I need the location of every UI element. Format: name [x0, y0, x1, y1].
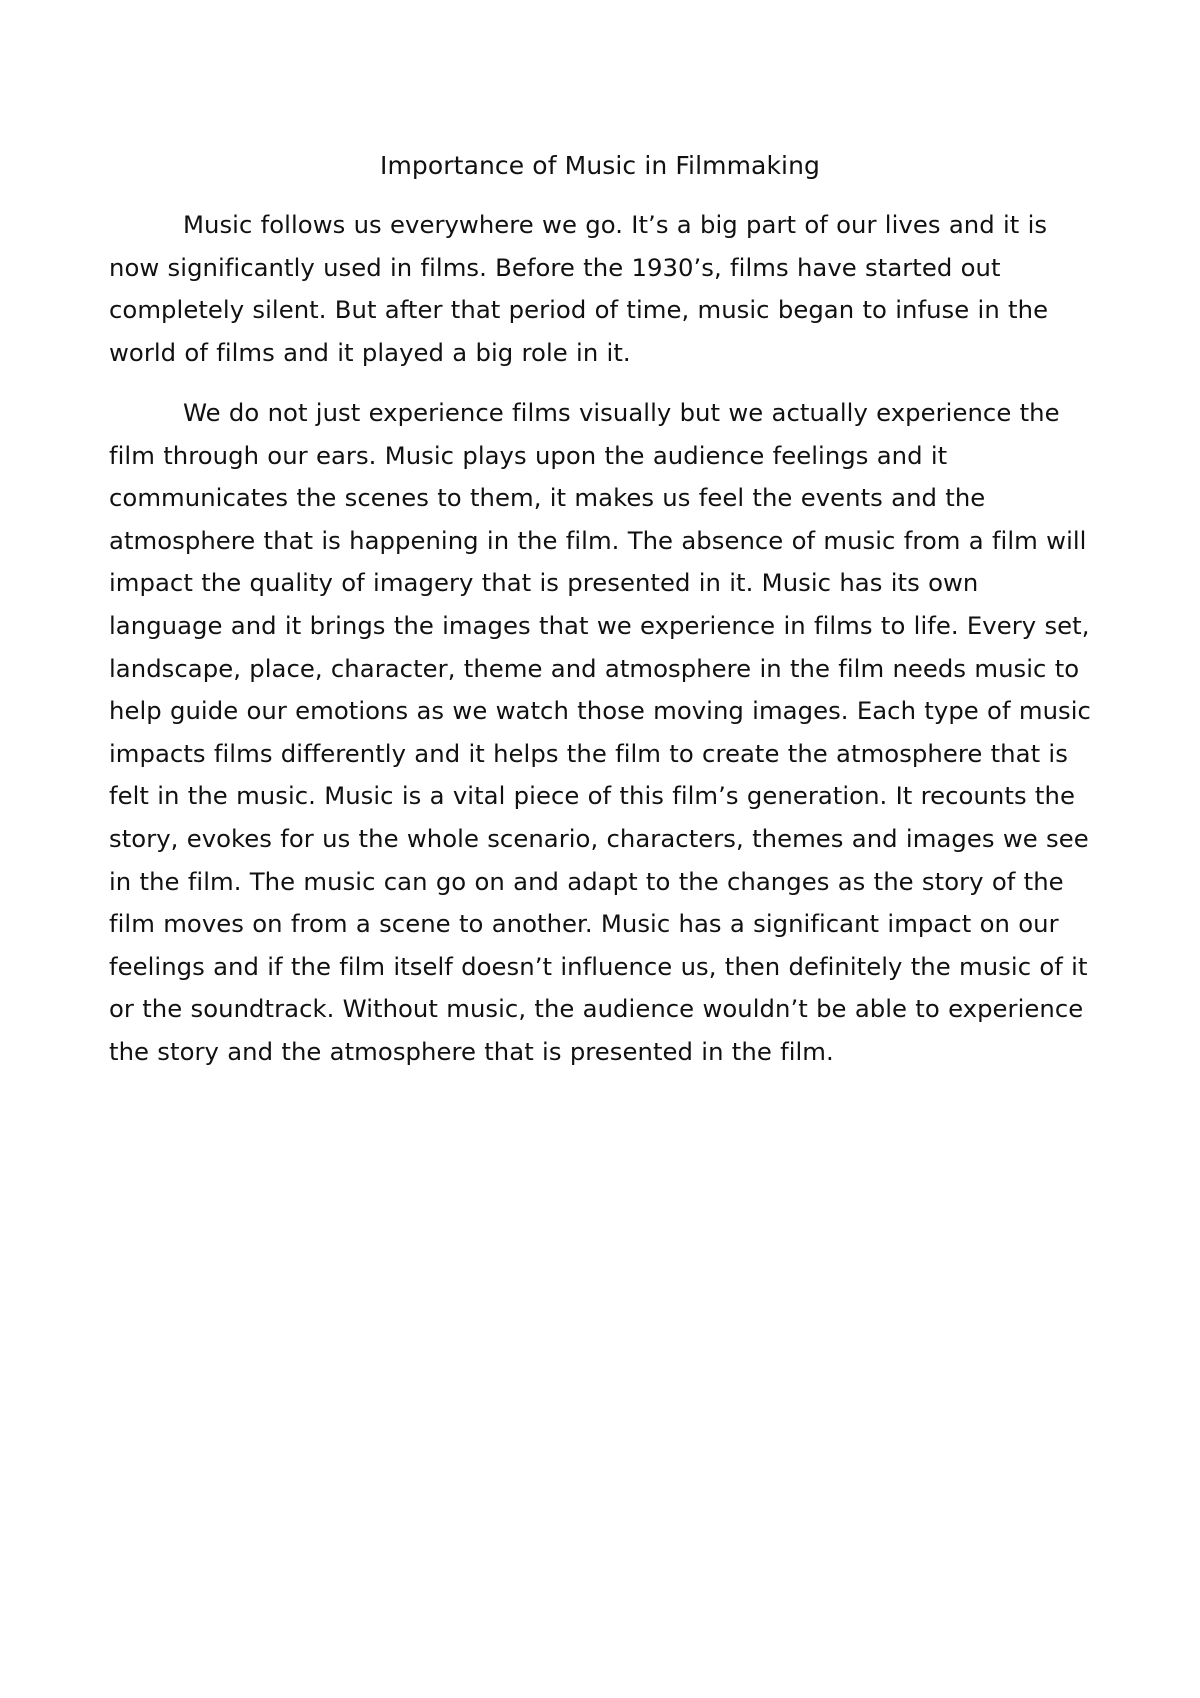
body-paragraph-2: We do not just experience films visually but we actually experience the film through our ears. Music plays upon the audience feelings and it communicates the scenes to them, it makes us feel the events and the atmosphere that is happening in the film. The absence of music from a film will impact the quality of imagery that is presented in it. Music has its own language and it brings the images that we experience in films to life. Every set, landscape, place, character, theme and atmosphere in the film needs music to help guide our emotions as we watch those moving images. Each type of music impacts films differently and it helps the film to create the atmosphere that is felt in the music. Music is a vital piece of this film’s generation. It recounts the story, evokes for us the whole scenario, characters, themes and images we see in the film. The music can go on and adapt to the changes as the story of the film moves on from a scene to another. Music has a significant impact on our feelings and if the film itself doesn’t influence us, then definitely the music of it or the soundtrack. Without music, the audience wouldn’t be able to experience the story and the atmosphere that is presented in the film.	[109, 398, 1091, 1066]
document-title: Importance of Music in Filmmaking	[380, 151, 820, 180]
body-paragraph-1: Music follows us everywhere we go. It’s a big part of our lives and it is now significantly used in films. Before the 1930’s, films have started out completely silent. But after that period of time, music began to infuse in the world of films and it played a big role in it.	[109, 210, 1049, 367]
